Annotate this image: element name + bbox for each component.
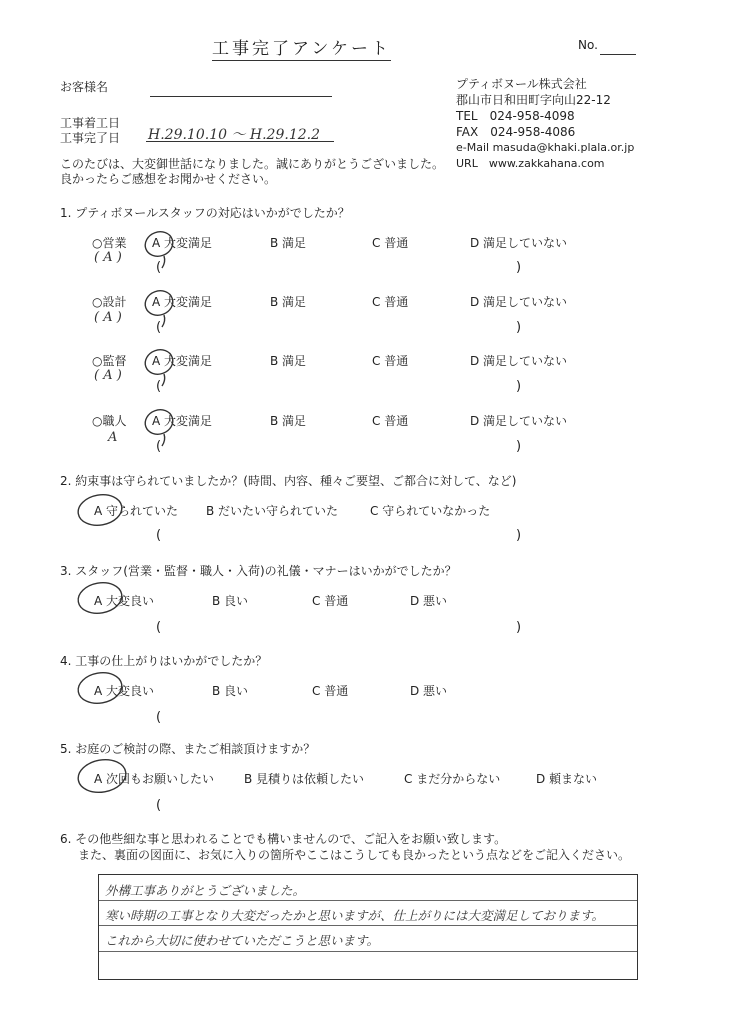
q1-craftsman-circle-mark bbox=[142, 406, 177, 438]
question-3: 3. スタッフ(営業・監督・職人・入荷)の礼儀・マナーはいかがでしたか？ bbox=[60, 564, 457, 578]
comment-line-3: これから大切に使わせていただこうと思います。 bbox=[105, 933, 380, 948]
company-name: プティボヌール株式会社 bbox=[456, 77, 587, 91]
q1-supervisor-paren-close: ) bbox=[516, 379, 522, 394]
q1-role-craftsman: ○職人 bbox=[92, 414, 127, 428]
comment-line-2: 寒い時期の工事となり大変だったかと思いますが、仕上がりには大変満足しております。 bbox=[105, 908, 605, 923]
q1-sales-tail-mark bbox=[162, 256, 165, 268]
q1-sales-handwritten: ( A ) bbox=[94, 250, 122, 265]
company-fax: FAX 024-958-4086 bbox=[456, 125, 576, 139]
q1-design-tail-mark bbox=[162, 315, 165, 327]
comment-line-1: 外構工事ありがとうございました。 bbox=[105, 883, 306, 898]
q2-option-c[interactable]: C 守られていなかった bbox=[370, 504, 491, 518]
q4-option-c[interactable]: C 普通 bbox=[312, 684, 349, 698]
q4-option-a[interactable]: A 大変良い bbox=[94, 684, 155, 698]
q3-option-b[interactable]: B 良い bbox=[212, 594, 249, 608]
q1-sales-option-b[interactable]: B 満足 bbox=[270, 236, 307, 250]
q5-option-c[interactable]: C まだ分からない bbox=[404, 772, 501, 786]
question-5: 5. お庭のご検討の際、またご相談頂けますか？ bbox=[60, 742, 316, 756]
question-6-line-2: また、裏面の図面に、お気に入りの箇所やここはこうしても良かったという点などをご記入ください。 bbox=[78, 848, 631, 862]
q1-design-paren-close: ) bbox=[516, 320, 522, 335]
q1-sales-option-c[interactable]: C 普通 bbox=[372, 236, 409, 250]
q1-design-option-c[interactable]: C 普通 bbox=[372, 295, 409, 309]
q1-role-design: ○設計 bbox=[92, 295, 127, 309]
q1-design-handwritten: ( A ) bbox=[94, 310, 122, 325]
customer-name-label: お客様名 bbox=[60, 80, 109, 94]
q3-option-c[interactable]: C 普通 bbox=[312, 594, 349, 608]
q1-design-option-a[interactable]: A 大変満足 bbox=[152, 295, 213, 309]
q5-circle-mark bbox=[76, 756, 129, 796]
q1-sales-paren-open: ( bbox=[156, 260, 162, 275]
q1-craftsman-handwritten: A bbox=[108, 430, 118, 445]
q2-option-a[interactable]: A 守られていた bbox=[94, 504, 179, 518]
q1-craftsman-paren-close: ) bbox=[516, 439, 522, 454]
question-2: 2. 約束事は守られていましたか？(時間、内容、種々ご要望、ご都合に対して、など) bbox=[60, 474, 517, 488]
q3-paren-open: ( bbox=[156, 620, 162, 635]
q3-paren-close: ) bbox=[516, 620, 522, 635]
q1-sales-paren-close: ) bbox=[516, 260, 522, 275]
handwritten-dates[interactable]: H.29.10.10 ～ H.29.12.2 bbox=[148, 127, 320, 143]
question-1: 1. プティボヌールスタッフの対応はいかがでしたか？ bbox=[60, 206, 350, 220]
q1-role-sales: ○営業 bbox=[92, 236, 127, 250]
q3-circle-mark bbox=[76, 579, 125, 616]
q1-supervisor-option-b[interactable]: B 満足 bbox=[270, 354, 307, 368]
intro-line-2: 良かったらご感想をお聞かせください。 bbox=[60, 172, 277, 186]
q1-supervisor-circle-mark bbox=[142, 346, 177, 378]
end-date-label: 工事完了日 bbox=[60, 131, 121, 145]
q1-supervisor-option-d[interactable]: D 満足していない bbox=[470, 354, 568, 368]
company-url: URL www.zakkahana.com bbox=[456, 157, 605, 170]
q2-option-b[interactable]: B だいたい守られていた bbox=[206, 504, 339, 518]
intro-line-1: このたびは、大変御世話になりました。誠にありがとうございました。 bbox=[60, 157, 445, 171]
q1-design-option-d[interactable]: D 満足していない bbox=[470, 295, 568, 309]
q5-option-b[interactable]: B 見積りは依頼したい bbox=[244, 772, 365, 786]
q3-option-d[interactable]: D 悪い bbox=[410, 594, 448, 608]
q1-role-supervisor: ○監督 bbox=[92, 354, 127, 368]
q5-paren-open: ( bbox=[156, 798, 162, 813]
q1-craftsman-option-d[interactable]: D 満足していない bbox=[470, 414, 568, 428]
q4-option-d[interactable]: D 悪い bbox=[410, 684, 448, 698]
q2-paren-close: ) bbox=[516, 528, 522, 543]
q1-craftsman-option-b[interactable]: B 満足 bbox=[270, 414, 307, 428]
q1-design-circle-mark bbox=[142, 287, 177, 319]
q1-craftsman-option-a[interactable]: A 大変満足 bbox=[152, 414, 213, 428]
q4-paren-open: ( bbox=[156, 710, 162, 725]
q5-option-a[interactable]: A 次回もお願いしたい bbox=[94, 772, 215, 786]
q1-sales-option-d[interactable]: D 満足していない bbox=[470, 236, 568, 250]
q1-supervisor-option-c[interactable]: C 普通 bbox=[372, 354, 409, 368]
question-4: 4. 工事の仕上がりはいかがでしたか？ bbox=[60, 654, 268, 668]
question-6-line-1: 6. その他些細な事と思われることでも構いませんので、ご記入をお願い致します。 bbox=[60, 832, 507, 846]
q1-sales-circle-mark bbox=[142, 228, 177, 260]
q2-paren-open: ( bbox=[156, 528, 162, 543]
company-address: 郡山市日和田町字向山22-12 bbox=[456, 93, 611, 107]
q1-supervisor-paren-open: ( bbox=[156, 379, 162, 394]
q1-craftsman-tail-mark bbox=[162, 434, 165, 446]
q4-option-b[interactable]: B 良い bbox=[212, 684, 249, 698]
number-label: No. bbox=[578, 38, 598, 52]
q1-design-paren-open: ( bbox=[156, 320, 162, 335]
q1-design-option-b[interactable]: B 満足 bbox=[270, 295, 307, 309]
q3-option-a[interactable]: A 大変良い bbox=[94, 594, 155, 608]
q1-supervisor-tail-mark bbox=[162, 374, 165, 386]
q1-craftsman-option-c[interactable]: C 普通 bbox=[372, 414, 409, 428]
q4-circle-mark bbox=[76, 669, 125, 706]
q1-craftsman-paren-open: ( bbox=[156, 439, 162, 454]
q5-option-d[interactable]: D 頼まない bbox=[536, 772, 598, 786]
q2-circle-mark bbox=[76, 491, 125, 528]
start-date-label: 工事着工日 bbox=[60, 116, 121, 130]
q1-supervisor-option-a[interactable]: A 大変満足 bbox=[152, 354, 213, 368]
q1-sales-option-a[interactable]: A 大変満足 bbox=[152, 236, 213, 250]
company-tel: TEL 024-958-4098 bbox=[456, 109, 575, 123]
page-title: 工事完了アンケート bbox=[212, 34, 391, 61]
company-email: e-Mail masuda@khaki.plala.or.jp bbox=[456, 141, 635, 154]
q1-supervisor-handwritten: ( A ) bbox=[94, 368, 122, 383]
